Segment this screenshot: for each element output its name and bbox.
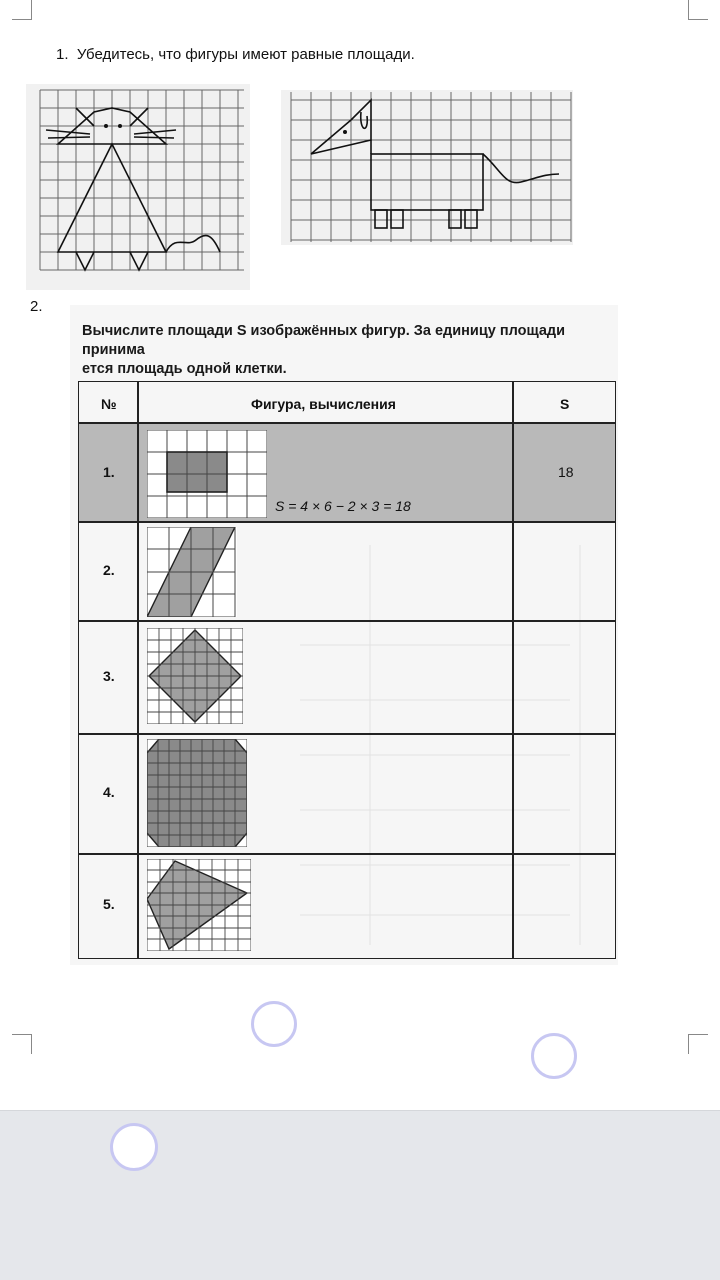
row-1-calculation: S = 4 × 6 − 2 × 3 = 18	[275, 498, 411, 514]
row-3-number: 3.	[103, 668, 115, 684]
area-table	[78, 381, 616, 959]
row-4-number: 4.	[103, 784, 115, 800]
figure-2	[147, 527, 237, 617]
cat-figure	[26, 84, 250, 290]
figure-1	[147, 430, 267, 518]
task-1-number: 1.	[56, 46, 69, 63]
selection-handle[interactable]	[110, 1123, 158, 1171]
crop-corner-top-right	[688, 0, 708, 20]
crop-corner-top-left	[12, 0, 32, 20]
row-divider	[79, 620, 615, 622]
column-divider	[137, 382, 139, 958]
column-header-area: S	[560, 396, 570, 412]
task-2-number: 2.	[30, 298, 43, 315]
task-1-heading	[56, 46, 415, 63]
selection-handle[interactable]	[531, 1033, 577, 1079]
figure-4	[147, 739, 247, 847]
row-2-number: 2.	[103, 562, 115, 578]
row-1-area: 18	[558, 464, 574, 480]
column-divider	[512, 382, 514, 958]
row-divider	[79, 733, 615, 735]
worksheet-instructions	[82, 322, 622, 379]
row-divider	[79, 521, 615, 523]
figure-3	[147, 628, 243, 724]
row-1-number: 1.	[103, 464, 115, 480]
instructions-line-1: Вычислите площади S изображённых фигур. За единицу площади принима	[82, 323, 566, 358]
selection-handle[interactable]	[251, 1001, 297, 1047]
column-header-number: №	[101, 396, 117, 412]
horse-figure	[281, 90, 573, 245]
row-5-number: 5.	[103, 896, 115, 912]
row-divider	[79, 853, 615, 855]
bottom-panel	[0, 1110, 720, 1280]
figure-5	[147, 859, 251, 951]
column-header-figure: Фигура, вычисления	[251, 396, 396, 412]
task-1-text: Убедитесь, что фигуры имеют равные площади.	[76, 46, 415, 63]
crop-corner-bottom-right	[688, 1034, 708, 1054]
instructions-line-2: ется площадь одной клетки.	[82, 361, 287, 377]
crop-corner-bottom-left	[12, 1034, 32, 1054]
row-divider	[79, 422, 615, 424]
